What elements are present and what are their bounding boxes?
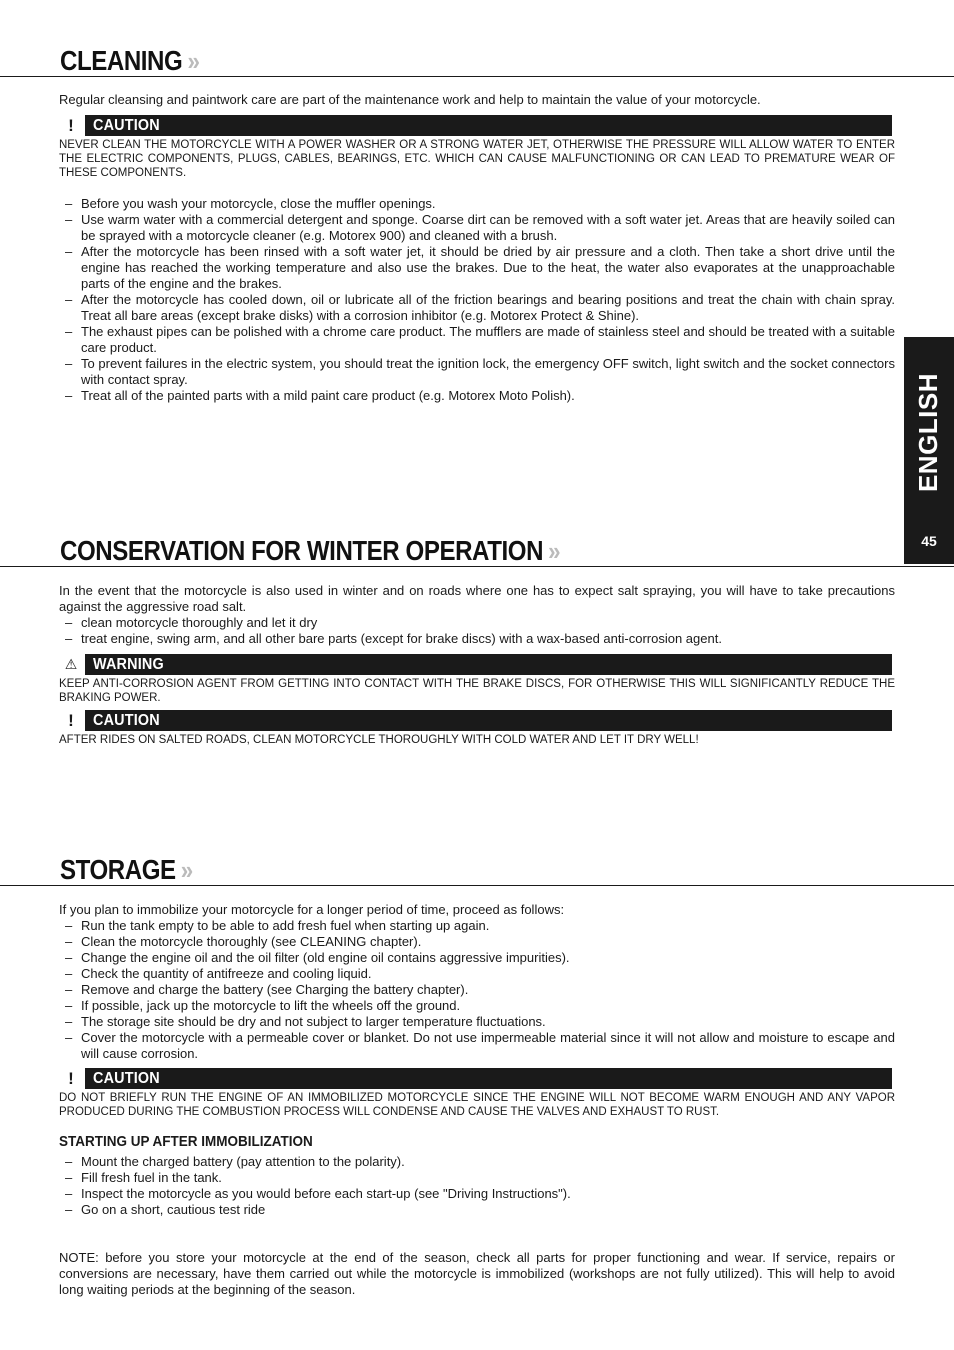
cleaning-title: CLEANING [60,45,183,76]
list-item: – After the motorcycle has been rinsed with a soft water jet, it should be dried by air pressure and a cloth. Then take a short drive until the engine has reached the working temperature and also use the brakes. Due to the heat, the water also evaporates at the unapproachable parts of the engine and the brakes. [59,244,895,292]
winter-body [59,583,895,747]
list-item: – If possible, jack up the motorcycle to lift the wheels off the ground. [59,998,895,1014]
list-item: – treat engine, swing arm, and all other bare parts (except for brake discs) with a wax-based anti-corrosion agent. [59,631,895,647]
list-item: – Before you wash your motorcycle, close the muffler openings. [59,196,895,212]
storage-title: STORAGE [60,854,176,885]
cleaning-intro: Regular cleansing and paintwork care are part of the maintenance work and help to maintain the value of your motorcycle. [59,92,761,107]
page-number: 45 [921,533,937,549]
storage-intro: If you plan to immobilize your motorcycle for a longer period of time, proceed as follows: [59,902,565,917]
list-item: – Mount the charged battery (pay attention to the polarity). [59,1154,895,1170]
exclamation-icon: ! [59,710,85,731]
list-item: – Treat all of the painted parts with a mild paint care product (e.g. Motorex Moto Polish). [59,388,895,404]
list-item: – Check the quantity of antifreeze and cooling liquid. [59,966,895,982]
winter-warning-bar [59,654,892,675]
language-tab [904,337,954,564]
list-item: – To prevent failures in the electric system, you should treat the ignition lock, the emergency OFF switch, light switch and the socket connectors with contact spray. [59,356,895,388]
startup-subheading: STARTING UP AFTER IMMOBILIZATION [59,1133,313,1150]
caution-label: CAUTION [93,1070,160,1087]
storage-heading [0,855,954,886]
winter-intro: In the event that the motorcycle is also used in winter and on roads where one has to expect salt spraying, you will have to take precautions against the aggressive road salt. [59,583,895,614]
caution-label: CAUTION [93,712,160,729]
list-item: – Use warm water with a commercial detergent and sponge. Coarse dirt can be removed with a soft water jet. Areas that are heavily soiled can be sprayed with a motorcycle cleaner (e.g. Motorex 900) and cleaned with a brush. [59,212,895,244]
storage-body [59,902,895,1298]
startup-steps [59,1154,895,1218]
list-item: – Inspect the motorcycle as you would before each start-up (see "Driving Instructions"). [59,1186,895,1202]
double-chevron-icon: » [187,46,200,76]
list-item: – Remove and charge the battery (see Charging the battery chapter). [59,982,895,998]
list-item: – The exhaust pipes can be polished with a chrome care product. The mufflers are made of stainless steel and should be treated with a suitable care product. [59,324,895,356]
cleaning-caution-text: NEVER CLEAN THE MOTORCYCLE WITH A POWER WASHER OR A STRONG WATER JET, OTHERWISE THE PRESSURE WILL ALLOW WATER TO ENTER THE ELECTRIC COMPONENTS, PLUGS, CABLES, BEARINGS, ETC. WHICH CAN CAUSE MALFUNCTIONING OR CAN LEAD TO PREMATURE WEAR OF THESE COMPONENTS. [59,139,895,179]
list-item: – Change the engine oil and the oil filter (old engine oil contains aggressive impurities). [59,950,895,966]
list-item: – Clean the motorcycle thoroughly (see CLEANING chapter). [59,934,895,950]
list-item: – Fill fresh fuel in the tank. [59,1170,895,1186]
storage-caution-bar [59,1068,892,1089]
cleaning-body [59,92,895,404]
exclamation-icon: ! [59,115,85,136]
winter-caution-text: AFTER RIDES ON SALTED ROADS, CLEAN MOTORCYCLE THOROUGHLY WITH COLD WATER AND LET IT DRY WELL! [59,734,699,746]
language-label: ENGLISH [913,372,944,492]
list-item: – clean motorcycle thoroughly and let it dry [59,615,895,631]
winter-heading [0,536,954,567]
exclamation-icon: ! [59,1068,85,1089]
storage-note: NOTE: before you store your motorcycle at the end of the season, check all parts for proper functioning and wear. If service, repairs or conversions are necessary, have them carried out while the motorcycle is immobilized (workshops are not fully utilized). This will help to avoid long waiting periods at the beginning of the season. [59,1250,895,1297]
double-chevron-icon: » [548,536,561,566]
storage-caution-text: DO NOT BRIEFLY RUN THE ENGINE OF AN IMMOBILIZED MOTORCYCLE SINCE THE ENGINE WILL NOT BECOME WARM ENOUGH AND ANY VAPOR PRODUCED DURING THE COMBUSTION PROCESS WILL CONDENSE AND CAUSE THE VALVES AND EXHAUST TO RUST. [59,1092,895,1118]
list-item: – The storage site should be dry and not subject to larger temperature fluctuations. [59,1014,895,1030]
storage-steps [59,918,895,1062]
double-chevron-icon: » [180,855,193,885]
warning-label: WARNING [93,656,164,673]
list-item: – Run the tank empty to be able to add fresh fuel when starting up again. [59,918,895,934]
winter-caution-bar [59,710,892,731]
cleaning-heading [0,46,954,77]
caution-label: CAUTION [93,117,160,134]
cleaning-caution-bar [59,115,892,136]
winter-warning-text: KEEP ANTI-CORROSION AGENT FROM GETTING INTO CONTACT WITH THE BRAKE DISCS, FOR OTHERWISE THIS WILL SIGNIFICANTLY REDUCE THE BRAKING POWER. [59,678,895,704]
winter-title: CONSERVATION FOR WINTER OPERATION [60,535,544,566]
winter-steps [59,615,895,647]
warning-triangle-icon: ⚠ [59,654,85,675]
cleaning-steps [59,196,895,404]
list-item: – Go on a short, cautious test ride [59,1202,895,1218]
list-item: – After the motorcycle has cooled down, oil or lubricate all of the friction bearings and bearing positions and treat the chain with chain spray. Treat all bare areas (except brake disks) with a corrosion inhibitor (e.g. Motorex Protect & Shine). [59,292,895,324]
list-item: – Cover the motorcycle with a permeable cover or blanket. Do not use impermeable material since it will not allow and moisture to escape and will cause corrosion. [59,1030,895,1062]
